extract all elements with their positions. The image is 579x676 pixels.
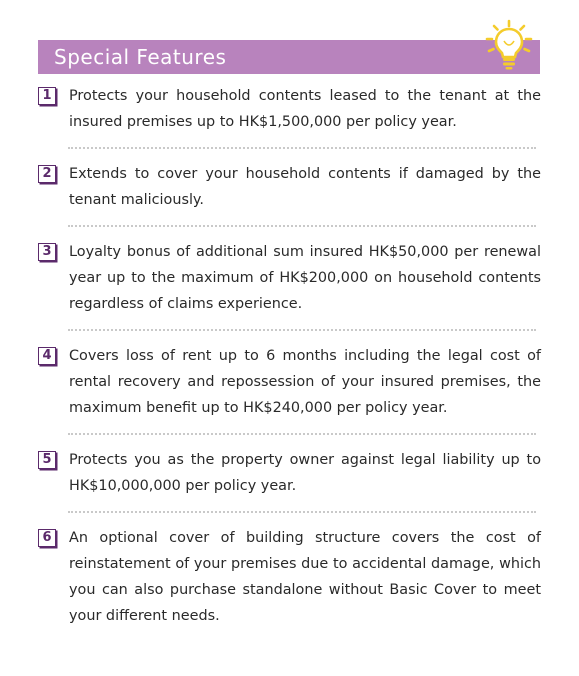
feature-number: 1	[38, 87, 56, 105]
section-header	[38, 40, 540, 74]
dotted-divider	[68, 147, 536, 149]
feature-number: 2	[38, 165, 56, 183]
dotted-divider	[68, 329, 536, 331]
feature-text: Extends to cover your household contents if damaged by the tenant maliciously.	[69, 166, 541, 208]
features-list	[38, 83, 541, 629]
feature-text: Loyalty bonus of additional sum insured HK$50,000 per renewal year up to the maximum of HK$200,000 on household contents regardless of claims experience.	[69, 244, 541, 312]
feature-text: Protects your household contents leased to the tenant at the insured premises up to HK$1,500,000 per policy year.	[69, 88, 541, 130]
dotted-divider	[68, 225, 536, 227]
feature-item	[38, 83, 541, 135]
feature-number: 5	[38, 451, 56, 469]
feature-number: 6	[38, 529, 56, 547]
section-title: Special Features	[54, 45, 227, 69]
dotted-divider	[68, 433, 536, 435]
feature-text: An optional cover of building structure covers the cost of reinstatement of your premises due to accidental damage, which you can also purchase standalone without Basic Cover to meet your different needs.	[69, 530, 541, 624]
feature-number: 4	[38, 347, 56, 365]
dotted-divider	[68, 511, 536, 513]
feature-text: Protects you as the property owner against legal liability up to HK$10,000,000 per policy year.	[69, 452, 541, 494]
feature-item	[38, 525, 541, 629]
feature-item	[38, 343, 541, 421]
lightbulb-icon	[482, 19, 536, 71]
feature-text: Covers loss of rent up to 6 months including the legal cost of rental recovery and repossession of your insured premises, the maximum benefit up to HK$240,000 per policy year.	[69, 348, 541, 416]
feature-number: 3	[38, 243, 56, 261]
feature-item	[38, 239, 541, 317]
feature-item	[38, 161, 541, 213]
feature-item	[38, 447, 541, 499]
